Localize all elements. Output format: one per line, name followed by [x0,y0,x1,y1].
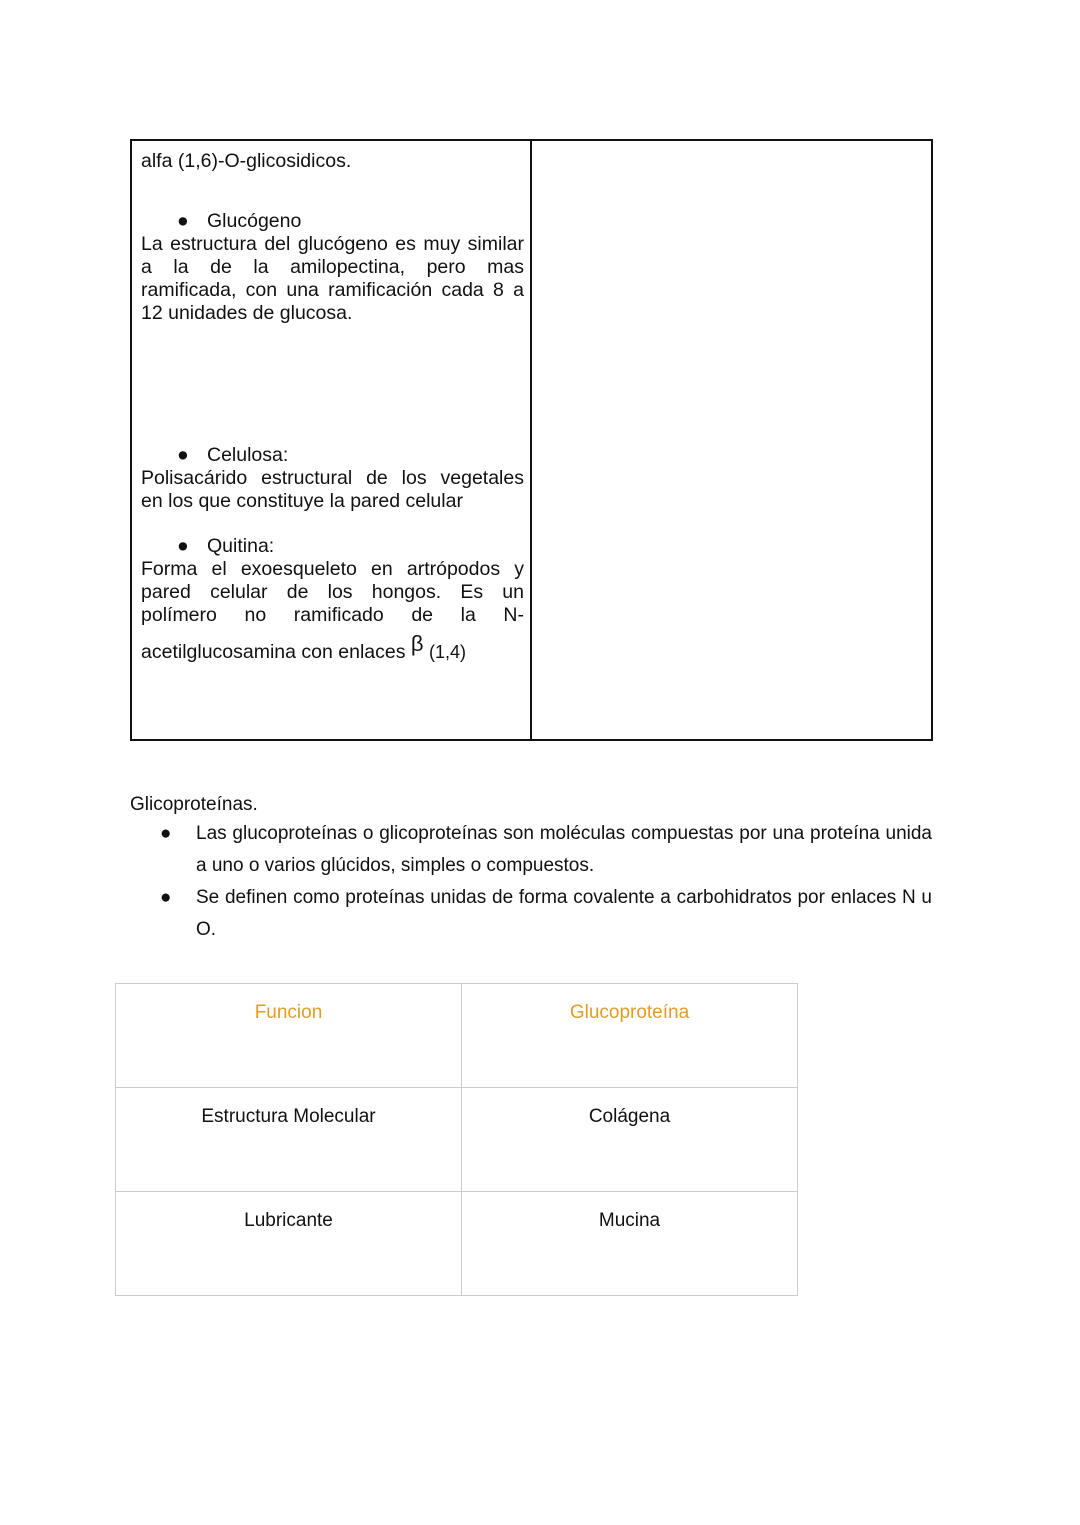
table-row [116,1088,798,1192]
table-row [116,1192,798,1296]
cell-glycoprotein: Mucina [462,1192,798,1296]
bullet-icon: ● [177,210,189,232]
bullet-icon: ● [160,823,172,844]
polysaccharide-table [130,139,933,741]
empty-image-cell [532,141,931,739]
glycoprotein-bullet-list [160,818,932,946]
glucogeno-heading: ● Glucógeno [177,210,302,232]
header-funcion: Funcion [116,984,462,1088]
quitina-heading: ● Quitina: [177,535,275,557]
cell-function: Lubricante [116,1192,462,1296]
intro-line: alfa (1,6)-O-glicosidicos. [141,150,352,172]
cell-glycoprotein: Colágena [462,1088,798,1192]
list-item: ● Se definen como proteínas unidas de forma covalente a carbohidratos por enlaces N u O. [160,882,932,946]
polysaccharide-description-cell [132,141,532,739]
function-table [115,983,798,1296]
bullet-icon: ● [177,444,189,466]
celulosa-heading: ● Celulosa: [177,444,289,466]
quitina-description: Forma el exoesqueleto en artrópodos y pared celular de los hongos. Es un polímero no ramificado de la N- acetilglucosamina con enlaces β (1,4) [141,558,524,663]
beta-symbol: β [410,631,424,656]
glucogeno-description: La estructura del glucógeno es muy similar a la de la amilopectina, pero mas ramificada, con una ramificación cada 8 a 12 unidades de glucosa. [141,233,524,324]
quitina-last-line: acetilglucosamina con enlaces β (1,4) [141,631,467,663]
celulosa-description: Polisacárido estructural de los vegetales en los que constituye la pared celular [141,467,524,512]
table-header-row [116,984,798,1088]
section-title: Glicoproteínas. [130,794,258,815]
bullet-icon: ● [177,535,189,557]
cell-function: Estructura Molecular [116,1088,462,1192]
header-glucoproteina: Glucoproteína [462,984,798,1088]
list-item: ● Las glucoproteínas o glicoproteínas son moléculas compuestas por una proteína unida a uno o varios glúcidos, simples o compuestos. [160,818,932,882]
bullet-icon: ● [160,887,172,908]
